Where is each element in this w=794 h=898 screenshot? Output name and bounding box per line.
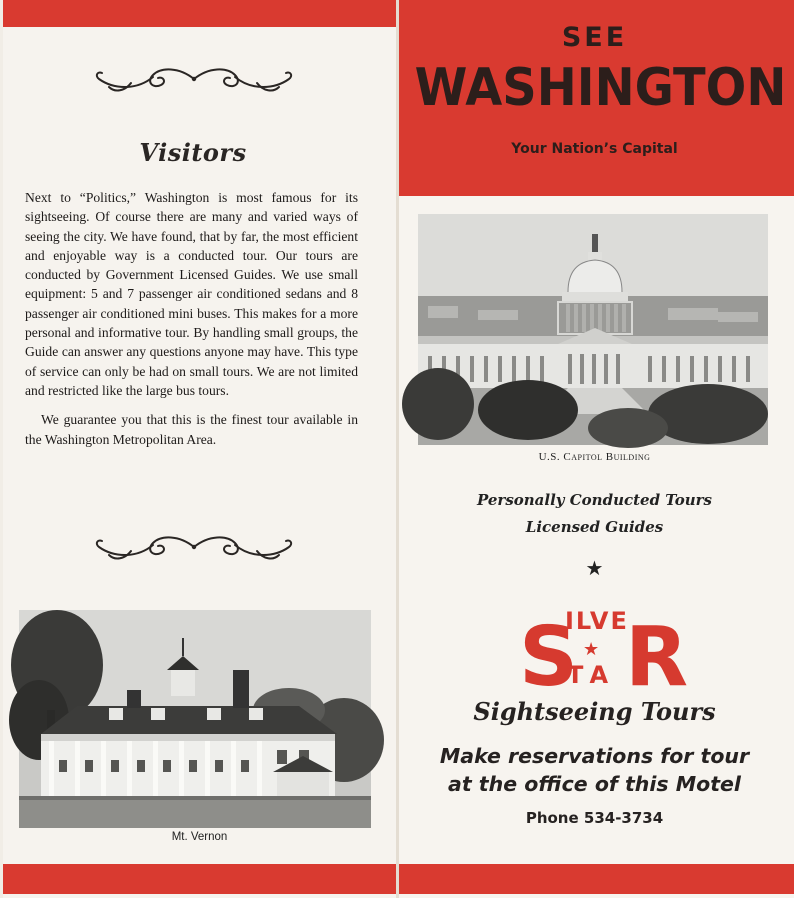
reservation-line-2: at the office of this Motel bbox=[448, 772, 741, 796]
tagline-guides: Licensed Guides bbox=[525, 518, 664, 536]
capitol-photo bbox=[418, 214, 768, 445]
logo-big-r: R bbox=[625, 610, 689, 705]
visitors-paragraph-2: We guarantee you that this is the finest tour available in the Washington Metropolitan Area. bbox=[25, 412, 358, 447]
see-label: SEE bbox=[561, 22, 628, 53]
top-red-band bbox=[3, 0, 396, 27]
phone-number: Phone 534-3734 bbox=[525, 809, 664, 827]
logo-top-letters: ILVE bbox=[565, 607, 629, 635]
mt-vernon-photo bbox=[19, 610, 371, 828]
logo-star-icon: ★ bbox=[583, 639, 600, 660]
mt-vernon-caption: Mt. Vernon bbox=[171, 831, 228, 843]
left-panel bbox=[3, 0, 396, 898]
scroll-flourish-icon bbox=[91, 531, 297, 563]
reservation-line-1: Make reservations for tour bbox=[439, 744, 750, 768]
capitol-caption: U.S. Capitol Building bbox=[538, 451, 651, 463]
tagline-tours: Personally Conducted Tours bbox=[477, 491, 712, 509]
silver-star-logo bbox=[519, 603, 689, 705]
sightseeing-tours-label: Sightseeing Tours bbox=[473, 697, 716, 726]
bottom-red-band bbox=[3, 864, 396, 894]
star-divider-icon: ★ bbox=[585, 556, 604, 580]
scroll-flourish-icon bbox=[91, 63, 297, 95]
right-panel bbox=[399, 0, 794, 898]
visitors-body bbox=[25, 188, 358, 449]
logo-bottom-letters: TA bbox=[567, 661, 617, 689]
visitors-heading: Visitors bbox=[139, 138, 247, 167]
bottom-red-band bbox=[399, 864, 794, 894]
logo-big-s: S bbox=[519, 610, 579, 705]
title-block bbox=[399, 0, 794, 196]
washington-title: WASHINGTON bbox=[414, 58, 787, 118]
nations-capital-subtitle: Your Nation’s Capital bbox=[511, 141, 678, 157]
visitors-paragraph-1: Next to “Politics,” Washington is most famous for its sightseeing. Of course there are many and varied ways of seeing the city. We have found, that by far, the most efficient and enjoyable way is a conducted tour. Our tours are conducted by Government Licensed Guides. We use small equipment: 5 and 7 passenger air conditioned sedans and 8 passenger air conditioned mini buses. This makes for a more personal and informative tour. By handling small groups, the Guide can answer any questions anyone may have. This type of service can only be had on small tours. We are not limited and restricted like the large bus tours. bbox=[25, 190, 358, 398]
